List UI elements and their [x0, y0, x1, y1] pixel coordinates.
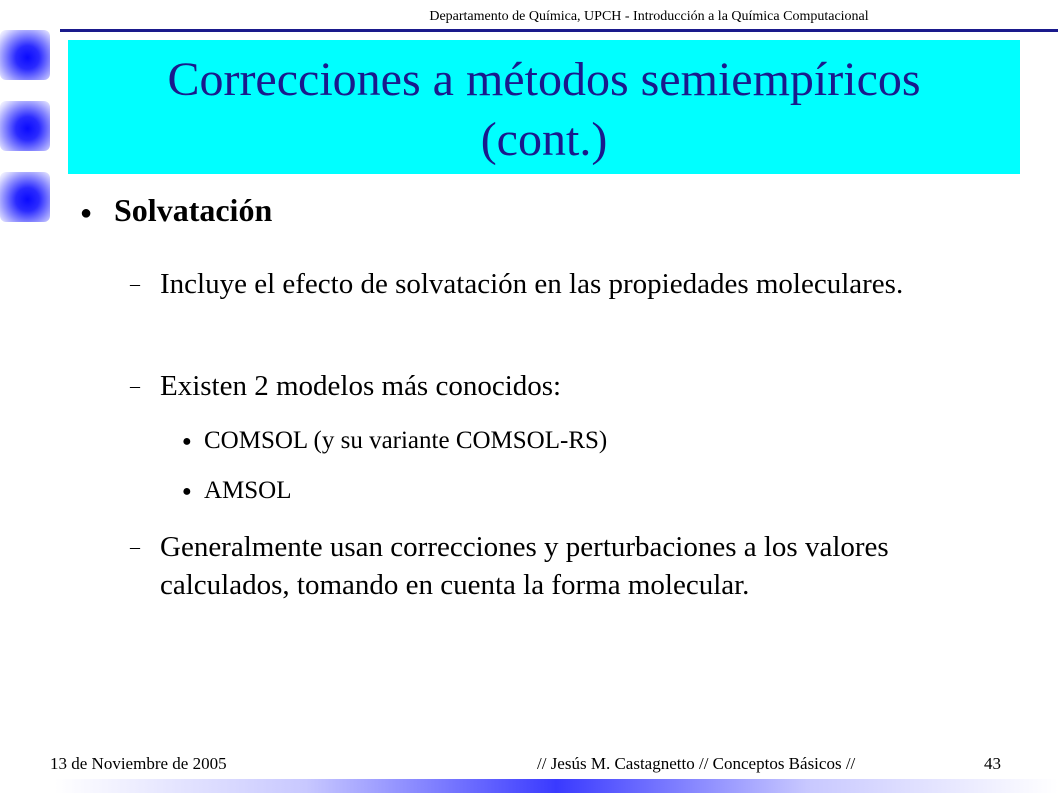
slide-title — [68, 40, 1020, 174]
deco-square-1 — [0, 30, 50, 80]
main-bullet-label: Solvatación — [114, 192, 273, 228]
dash-icon: – — [130, 273, 140, 295]
page-number: 43 — [984, 754, 1001, 773]
footer-author: // Jesús M. Castagnetto // Conceptos Básicos // — [537, 754, 856, 773]
sub-item-2 — [182, 475, 292, 508]
header-text: Departamento de Química, UPCH - Introducción a la Química Computacional — [429, 9, 869, 24]
dash-icon: – — [130, 375, 140, 397]
footer-gradient-bar — [55, 779, 1058, 793]
title-line-2: (cont.) — [480, 113, 608, 166]
dash-icon: – — [130, 536, 140, 558]
dash-item-text: Incluye el efecto de solvatación en las propiedades moleculares. — [160, 268, 904, 300]
sub-item-1 — [182, 425, 607, 458]
bullet-dot-icon: ● — [182, 433, 192, 451]
dash-item-2 — [130, 367, 990, 405]
dash-item-text: Generalmente usan correcciones y perturbaciones a los valores calculados, tomando en cuenta la forma molecular. — [160, 531, 889, 601]
sub-item-text: COMSOL (y su variante COMSOL-RS) — [204, 427, 608, 454]
deco-square-3 — [0, 172, 50, 222]
title-line-1: Correcciones a métodos semiempíricos — [167, 53, 921, 106]
header-line — [60, 29, 1058, 32]
bullet-dot-icon: ● — [182, 483, 192, 501]
dash-item-1 — [130, 265, 990, 303]
deco-square-2 — [0, 101, 50, 151]
footer-date: 13 de Noviembre de 2005 — [50, 754, 227, 773]
bullet-dot-icon: ● — [80, 202, 93, 225]
main-bullet — [80, 192, 272, 229]
sub-item-text: AMSOL — [204, 477, 292, 504]
dash-item-text: Existen 2 modelos más conocidos: — [160, 370, 562, 402]
dash-item-3 — [130, 528, 990, 604]
